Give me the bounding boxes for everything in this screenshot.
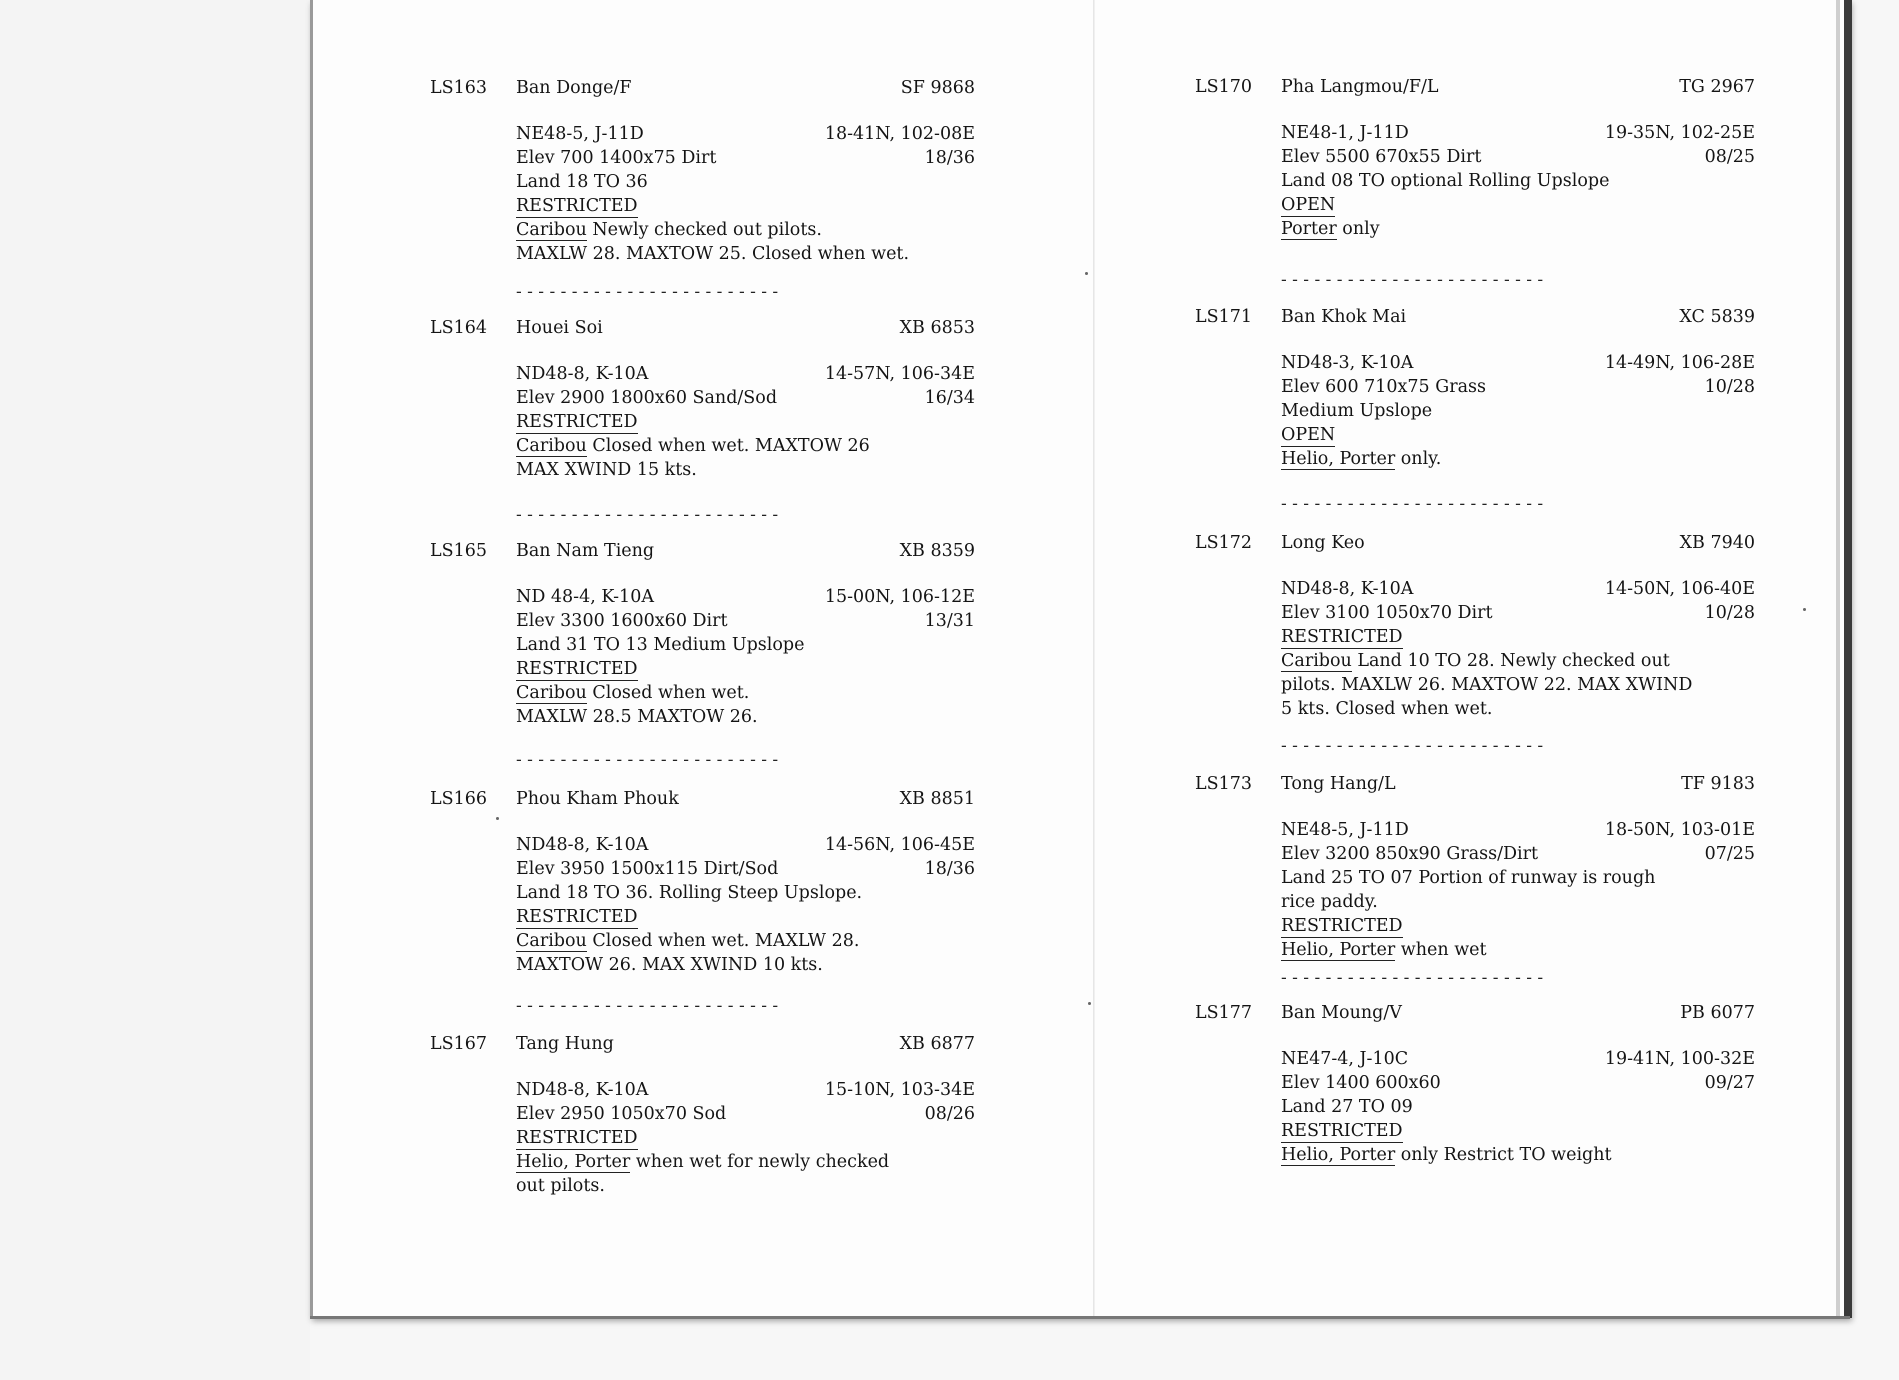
entry-separator: - - - - - - - - - - - - - - - - - - - - - - - - [1281, 736, 1544, 756]
detail-line [516, 1078, 975, 1102]
site-name: Pha Langmou/F/L [1281, 77, 1439, 97]
detail-text: ND48-3, K-10A [1281, 353, 1414, 373]
remark-text: only. [1395, 449, 1442, 469]
detail-text: NE47-4, J-10C [1281, 1049, 1409, 1069]
entry-header [1195, 305, 1755, 329]
remark-line [516, 218, 975, 242]
remark-text: pilots. MAXLW 26. MAXTOW 22. MAX XWIND [1281, 675, 1693, 695]
scan-speck [1803, 608, 1806, 611]
detail-line [1281, 866, 1755, 890]
detail-text: ND48-8, K-10A [516, 1080, 649, 1100]
remark-line [516, 458, 975, 482]
detail-line [1281, 842, 1755, 866]
detail-line [1281, 1095, 1755, 1119]
detail-line [1281, 145, 1755, 169]
detail-right: 08/26 [924, 1104, 975, 1124]
site-code: LS173 [1195, 774, 1253, 794]
entry-body [516, 1078, 975, 1198]
entry-body [1281, 577, 1755, 721]
detail-line [1281, 1071, 1755, 1095]
entry-separator: - - - - - - - - - - - - - - - - - - - - - - - - [1281, 494, 1544, 514]
status-line [1281, 625, 1755, 649]
detail-text: Land 31 TO 13 Medium Upslope [516, 635, 805, 655]
remark-text: when wet for newly checked [630, 1152, 890, 1172]
aircraft-type: Porter [1281, 219, 1337, 239]
remark-line [1281, 1143, 1755, 1167]
detail-text: Elev 700 1400x75 Dirt [516, 148, 717, 168]
remark-text: MAXTOW 26. MAX XWIND 10 kts. [516, 955, 823, 975]
aircraft-type: Helio, Porter [1281, 1145, 1396, 1165]
detail-line [516, 609, 975, 633]
remark-text: only [1336, 219, 1380, 239]
remark-line [1281, 447, 1755, 471]
airstrip-entry [1195, 75, 1755, 241]
remark-line [516, 242, 975, 266]
detail-text: Elev 2900 1800x60 Sand/Sod [516, 388, 778, 408]
detail-right: 19-41N, 100-32E [1604, 1049, 1755, 1069]
detail-line [516, 633, 975, 657]
grid-reference: XB 8851 [899, 789, 975, 809]
remark-line [516, 434, 975, 458]
detail-text: Medium Upslope [1281, 401, 1433, 421]
detail-right: 13/31 [924, 611, 975, 631]
entry-separator: - - - - - - - - - - - - - - - - - - - - - - - - [516, 282, 779, 302]
site-code: LS172 [1195, 533, 1253, 553]
remark-line [1281, 938, 1755, 962]
remark-text: 5 kts. Closed when wet. [1281, 699, 1493, 719]
page-edge-left [310, 0, 313, 1318]
status-line [1281, 193, 1755, 217]
detail-right: 18-41N, 102-08E [824, 124, 975, 144]
remark-text: MAXLW 28.5 MAXTOW 26. [516, 707, 758, 727]
entry-body [516, 833, 975, 977]
site-name: Ban Nam Tieng [516, 541, 655, 561]
detail-text: Elev 1400 600x60 [1281, 1073, 1441, 1093]
page-edge-right [1844, 0, 1852, 1318]
detail-right: 07/25 [1704, 844, 1755, 864]
site-name: Ban Moung/V [1281, 1003, 1402, 1023]
status-line [1281, 914, 1755, 938]
aircraft-type: Caribou [516, 931, 587, 951]
detail-line [1281, 169, 1755, 193]
entry-body [516, 585, 975, 729]
remark-text: Closed when wet. [586, 683, 750, 703]
detail-line [516, 170, 975, 194]
grid-reference: TF 9183 [1681, 774, 1755, 794]
center-fold [1093, 0, 1095, 1318]
airstrip-entry [430, 539, 975, 729]
detail-text: NE48-5, J-11D [516, 124, 644, 144]
detail-right: 16/34 [924, 388, 975, 408]
aircraft-type: Helio, Porter [1281, 940, 1396, 960]
entry-header [430, 76, 975, 100]
scan-speck [1085, 272, 1088, 275]
remark-text: only Restrict TO weight [1395, 1145, 1612, 1165]
airstrip-entry [1195, 772, 1755, 962]
page-edge-inner [1836, 0, 1840, 1318]
site-code: LS166 [430, 789, 488, 809]
remark-line [516, 1174, 975, 1198]
site-code: LS164 [430, 318, 488, 338]
remark-line [1281, 217, 1755, 241]
page-bottom-edge [310, 1316, 1850, 1319]
detail-right: 08/25 [1704, 147, 1755, 167]
detail-right: 15-00N, 106-12E [824, 587, 975, 607]
status-line [516, 905, 975, 929]
entry-body [516, 362, 975, 482]
status-label: OPEN [1281, 425, 1336, 445]
entry-header [430, 316, 975, 340]
remark-line [1281, 697, 1755, 721]
aircraft-type: Caribou [1281, 651, 1352, 671]
remark-line [516, 953, 975, 977]
detail-line [1281, 375, 1755, 399]
entry-header [1195, 772, 1755, 796]
aircraft-type: Helio, Porter [1281, 449, 1396, 469]
detail-text: NE48-1, J-11D [1281, 123, 1409, 143]
grid-reference: SF 9868 [900, 78, 975, 98]
entry-body [1281, 818, 1755, 962]
detail-line [516, 857, 975, 881]
entry-body [1281, 351, 1755, 471]
site-code: LS171 [1195, 307, 1253, 327]
detail-text: Elev 3200 850x90 Grass/Dirt [1281, 844, 1539, 864]
status-line [516, 1126, 975, 1150]
remark-text: when wet [1395, 940, 1487, 960]
airstrip-entry [1195, 305, 1755, 471]
remark-line [516, 681, 975, 705]
detail-line [1281, 577, 1755, 601]
detail-right: 15-10N, 103-34E [824, 1080, 975, 1100]
remark-text: Closed when wet. MAXLW 28. [586, 931, 860, 951]
detail-line [1281, 890, 1755, 914]
detail-text: ND48-8, K-10A [1281, 579, 1414, 599]
status-line [1281, 1119, 1755, 1143]
entry-header [430, 1032, 975, 1056]
right-page-column [1195, 0, 1755, 1300]
detail-right: 19-35N, 102-25E [1604, 123, 1755, 143]
detail-line [516, 386, 975, 410]
aircraft-type: Caribou [516, 436, 587, 456]
site-name: Long Keo [1281, 533, 1365, 553]
status-label: RESTRICTED [516, 412, 638, 432]
detail-line [516, 833, 975, 857]
detail-text: Land 27 TO 09 [1281, 1097, 1413, 1117]
status-label: RESTRICTED [516, 659, 638, 679]
detail-text: ND 48-4, K-10A [516, 587, 654, 607]
status-line [516, 657, 975, 681]
detail-right: 14-56N, 106-45E [824, 835, 975, 855]
grid-reference: XB 7940 [1679, 533, 1755, 553]
aircraft-type: Caribou [516, 683, 587, 703]
airstrip-entry [430, 1032, 975, 1198]
grid-reference: XB 8359 [899, 541, 975, 561]
detail-line [516, 881, 975, 905]
remark-line [1281, 673, 1755, 697]
detail-text: Land 08 TO optional Rolling Upslope [1281, 171, 1610, 191]
site-code: LS167 [430, 1034, 488, 1054]
site-code: LS177 [1195, 1003, 1253, 1023]
status-label: OPEN [1281, 195, 1336, 215]
airstrip-entry [1195, 531, 1755, 721]
entry-header [1195, 1001, 1755, 1025]
status-label: RESTRICTED [1281, 1121, 1403, 1141]
remark-line [516, 929, 975, 953]
aircraft-type: Caribou [516, 220, 587, 240]
remark-text: MAXLW 28. MAXTOW 25. Closed when wet. [516, 244, 910, 264]
grid-reference: XB 6853 [899, 318, 975, 338]
remark-text: Land 10 TO 28. Newly checked out [1351, 651, 1670, 671]
detail-right: 18/36 [924, 148, 975, 168]
detail-line [516, 122, 975, 146]
site-name: Ban Donge/F [516, 78, 632, 98]
detail-right: 14-57N, 106-34E [824, 364, 975, 384]
entry-separator: - - - - - - - - - - - - - - - - - - - - - - - - [516, 750, 779, 770]
entry-separator: - - - - - - - - - - - - - - - - - - - - - - - - [1281, 968, 1544, 988]
aircraft-type: Helio, Porter [516, 1152, 631, 1172]
airstrip-entry [430, 787, 975, 977]
site-name: Tang Hung [516, 1034, 614, 1054]
detail-text: ND48-8, K-10A [516, 364, 649, 384]
detail-line [516, 1102, 975, 1126]
grid-reference: PB 6077 [1680, 1003, 1755, 1023]
grid-reference: XC 5839 [1679, 307, 1755, 327]
remark-line [516, 705, 975, 729]
entry-header [430, 787, 975, 811]
detail-text: Elev 2950 1050x70 Sod [516, 1104, 727, 1124]
detail-text: rice paddy. [1281, 892, 1378, 912]
remark-text: out pilots. [516, 1176, 605, 1196]
entry-header [1195, 75, 1755, 99]
entry-header [430, 539, 975, 563]
detail-text: Land 18 TO 36. Rolling Steep Upslope. [516, 883, 863, 903]
entry-body [1281, 121, 1755, 241]
detail-line [516, 585, 975, 609]
site-name: Phou Kham Phouk [516, 789, 679, 809]
detail-text: Elev 3100 1050x70 Dirt [1281, 603, 1493, 623]
airstrip-entry [430, 316, 975, 482]
status-line [1281, 423, 1755, 447]
detail-right: 10/28 [1704, 377, 1755, 397]
detail-line [1281, 351, 1755, 375]
detail-line [1281, 1047, 1755, 1071]
remark-text: Closed when wet. MAXTOW 26 [586, 436, 870, 456]
detail-text: Land 18 TO 36 [516, 172, 648, 192]
scan-speck [496, 817, 499, 820]
scan-speck [1088, 1002, 1091, 1005]
remark-text: Newly checked out pilots. [586, 220, 822, 240]
detail-line [1281, 121, 1755, 145]
entry-body [516, 122, 975, 266]
detail-right: 14-49N, 106-28E [1604, 353, 1755, 373]
detail-text: Land 25 TO 07 Portion of runway is rough [1281, 868, 1656, 888]
detail-line [516, 362, 975, 386]
scan-background [0, 0, 310, 1380]
detail-text: Elev 600 710x75 Grass [1281, 377, 1486, 397]
detail-line [1281, 818, 1755, 842]
detail-right: 10/28 [1704, 603, 1755, 623]
detail-line [516, 146, 975, 170]
remark-text: MAX XWIND 15 kts. [516, 460, 697, 480]
status-label: RESTRICTED [516, 907, 638, 927]
site-name: Tong Hang/L [1281, 774, 1396, 794]
detail-line [1281, 399, 1755, 423]
status-line [516, 194, 975, 218]
remark-line [516, 1150, 975, 1174]
entry-separator: - - - - - - - - - - - - - - - - - - - - - - - - [516, 996, 779, 1016]
entry-header [1195, 531, 1755, 555]
detail-line [1281, 601, 1755, 625]
entry-separator: - - - - - - - - - - - - - - - - - - - - - - - - [1281, 270, 1544, 290]
left-page-column [430, 0, 975, 1300]
airstrip-entry [1195, 1001, 1755, 1167]
grid-reference: XB 6877 [899, 1034, 975, 1054]
site-code: LS163 [430, 78, 488, 98]
detail-right: 18-50N, 103-01E [1604, 820, 1755, 840]
site-name: Houei Soi [516, 318, 603, 338]
status-line [516, 410, 975, 434]
grid-reference: TG 2967 [1679, 77, 1755, 97]
detail-right: 18/36 [924, 859, 975, 879]
status-label: RESTRICTED [1281, 627, 1403, 647]
detail-text: Elev 3950 1500x115 Dirt/Sod [516, 859, 779, 879]
remark-line [1281, 649, 1755, 673]
status-label: RESTRICTED [1281, 916, 1403, 936]
entry-body [1281, 1047, 1755, 1167]
detail-right: 09/27 [1704, 1073, 1755, 1093]
site-code: LS170 [1195, 77, 1253, 97]
status-label: RESTRICTED [516, 1128, 638, 1148]
status-label: RESTRICTED [516, 196, 638, 216]
detail-text: NE48-5, J-11D [1281, 820, 1409, 840]
airstrip-entry [430, 76, 975, 266]
entry-separator: - - - - - - - - - - - - - - - - - - - - - - - - [516, 505, 779, 525]
detail-text: ND48-8, K-10A [516, 835, 649, 855]
site-name: Ban Khok Mai [1281, 307, 1407, 327]
detail-text: Elev 3300 1600x60 Dirt [516, 611, 728, 631]
detail-right: 14-50N, 106-40E [1604, 579, 1755, 599]
detail-text: Elev 5500 670x55 Dirt [1281, 147, 1482, 167]
site-code: LS165 [430, 541, 488, 561]
